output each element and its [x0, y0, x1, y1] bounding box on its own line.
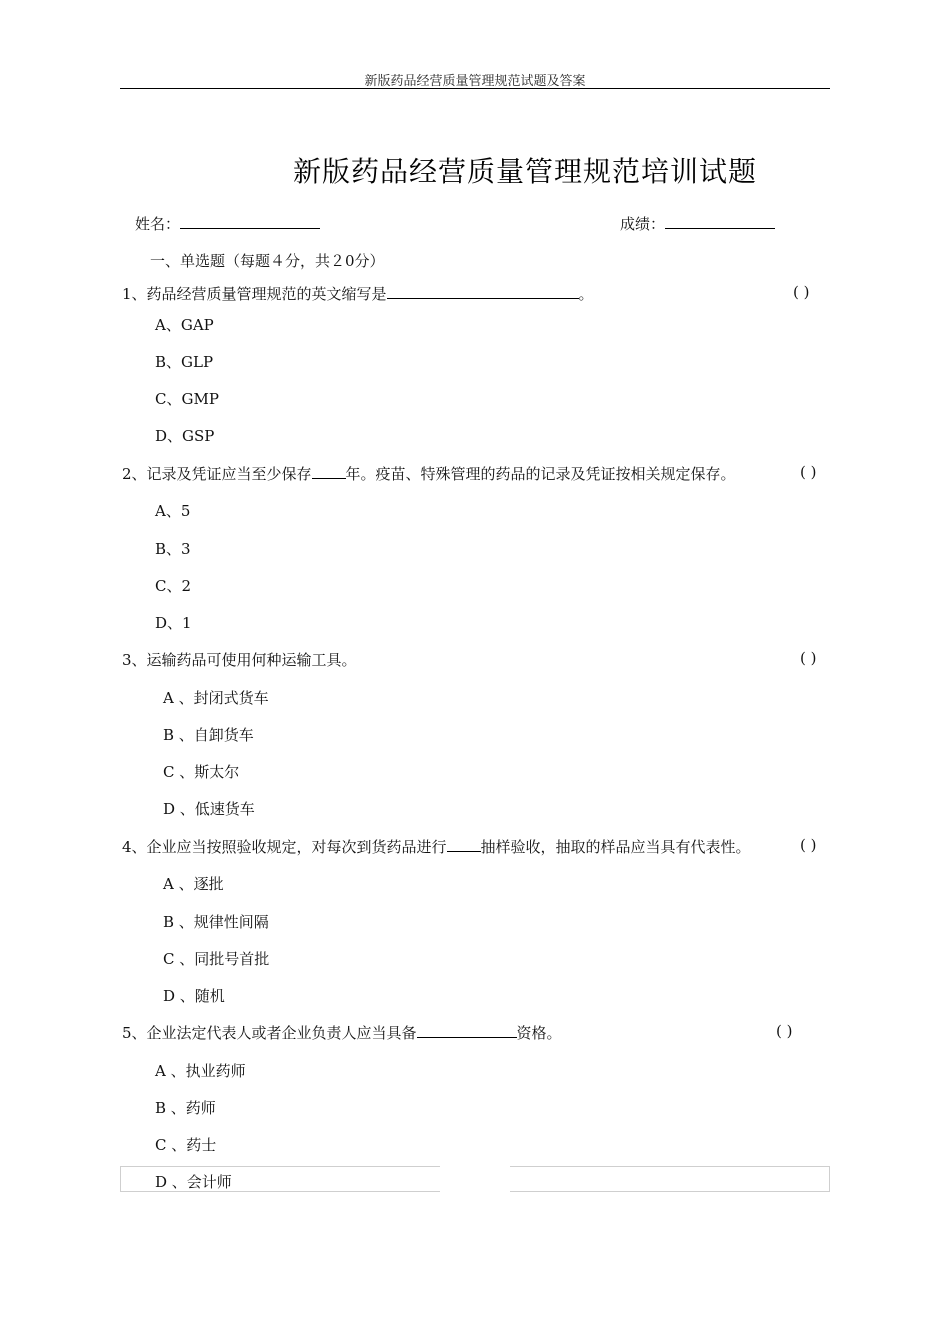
question-4	[122, 836, 751, 857]
question-1	[122, 283, 594, 304]
question-2	[122, 463, 736, 484]
question-5-blank	[417, 1023, 517, 1038]
section-heading: 一、单选题（每题４分，共２0分）	[150, 252, 385, 270]
page-header: 新版药品经营质量管理规范试题及答案	[364, 74, 586, 89]
question-1-option-d: D、GSP	[155, 427, 215, 445]
question-2-option-b: B、3	[155, 540, 191, 558]
question-5-option-d: D 、会计师	[155, 1173, 232, 1191]
watermark-cover	[440, 1160, 510, 1194]
question-4-option-a: A 、逐批	[163, 875, 224, 893]
question-1-option-b: B、GLP	[155, 353, 214, 371]
question-4-option-c: C 、同批号首批	[163, 950, 270, 968]
header-rule	[120, 88, 830, 89]
question-2-option-c: C、2	[155, 577, 192, 595]
question-1-blank	[387, 284, 579, 299]
name-field	[135, 213, 320, 234]
question-3-text: 3、运输药品可使用何种运输工具。	[122, 651, 357, 669]
name-blank	[180, 214, 320, 229]
question-5-option-a: A 、执业药师	[155, 1062, 246, 1080]
question-5-option-b: B 、药师	[155, 1099, 216, 1117]
question-2-text-end: 年。疫苗、特殊管理的药品的记录及凭证按相关规定保存。	[345, 465, 736, 483]
question-3-option-d: D 、低速货车	[163, 800, 255, 818]
score-field	[620, 213, 775, 234]
question-4-text: 4、企业应当按照验收规定，对每次到货药品进行	[122, 838, 447, 856]
question-1-answer-paren: ( )	[793, 283, 810, 301]
question-1-text: 1、药品经营质量管理规范的英文缩写是	[122, 285, 387, 303]
question-4-answer-paren: ( )	[800, 836, 817, 854]
question-5-option-c: C 、药士	[155, 1136, 217, 1154]
question-3-option-b: B 、自卸货车	[163, 726, 254, 744]
question-5-text: 5、企业法定代表人或者企业负责人应当具备	[122, 1024, 417, 1042]
question-2-text: 2、记录及凭证应当至少保存	[122, 465, 312, 483]
question-4-blank	[447, 837, 481, 852]
question-1-option-a: A、GAP	[155, 316, 214, 334]
question-5	[122, 1022, 562, 1043]
question-3-option-a: A 、封闭式货车	[163, 689, 269, 707]
score-label: 成绩：	[620, 215, 666, 233]
score-blank	[665, 214, 775, 229]
question-5-answer-paren: ( )	[776, 1022, 793, 1040]
question-2-option-d: D、1	[155, 614, 192, 632]
question-2-answer-paren: ( )	[800, 463, 817, 481]
question-4-option-b: B 、规律性间隔	[163, 913, 269, 931]
document-title: 新版药品经营质量管理规范培训试题	[293, 155, 758, 188]
question-3-option-c: C 、斯太尔	[163, 763, 240, 781]
question-4-text-end: 抽样验收，抽取的样品应当具有代表性。	[480, 838, 751, 856]
question-5-text-end: 资格。	[516, 1024, 562, 1042]
question-2-option-a: A、5	[155, 502, 191, 520]
question-4-option-d: D 、随机	[163, 987, 225, 1005]
question-2-blank	[312, 464, 346, 479]
question-1-text-end: 。	[578, 285, 594, 303]
name-label: 姓名：	[135, 215, 181, 233]
question-3-answer-paren: ( )	[800, 649, 817, 667]
question-3	[122, 649, 357, 670]
question-1-option-c: C、GMP	[155, 390, 219, 408]
